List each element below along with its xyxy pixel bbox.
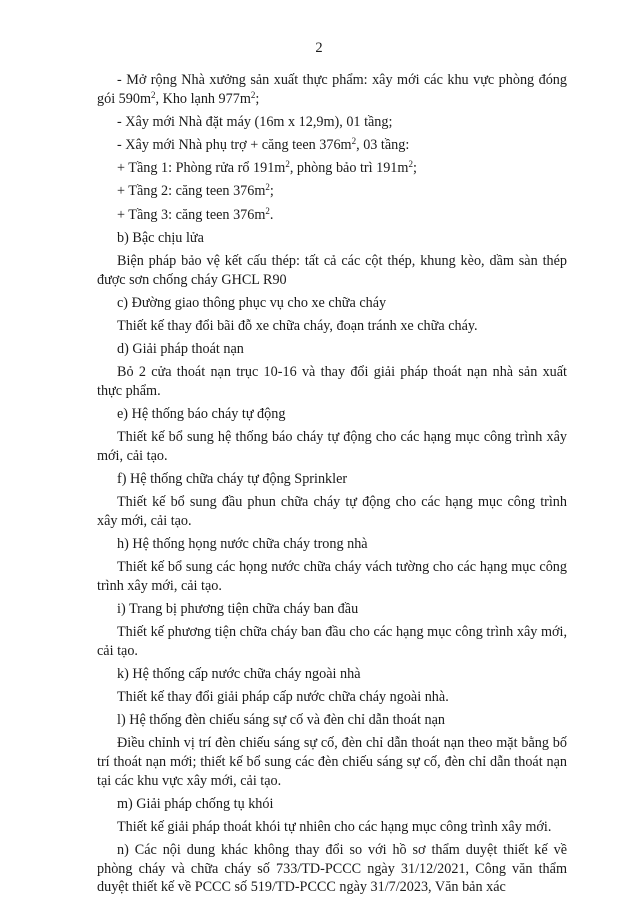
- text-run: n) Các nội dung khác không thay đổi so với hồ sơ thẩm duyệt thiết kế về phòng cháy và chữa cháy số 733/TD-PCCC ngày 31/12/2021, Công văn thẩm duyệt thiết kế về PCCC số 519/TD-PCCC ngày 31/7/2023, Văn bản xác: [97, 842, 567, 896]
- paragraph-initial-equipment: [97, 623, 567, 660]
- text-run: h) Hệ thống họng nước chữa cháy trong nhà: [117, 535, 368, 552]
- text-run: - Mở rộng Nhà xưởng sản xuất thực phẩm: xây mới các khu vực phòng đóng gói 590m: [97, 72, 567, 107]
- paragraph-other-content: [97, 841, 567, 897]
- paragraph-machine-house: [97, 113, 567, 132]
- paragraph-floor-1: [97, 159, 567, 178]
- text-run: d) Giải pháp thoát nạn: [117, 341, 244, 358]
- superscript: 2: [285, 159, 290, 170]
- paragraph-expand-factory: [97, 71, 567, 108]
- text-run: l) Hệ thống đèn chiếu sáng sự cố và đèn chỉ dẫn thoát nạn: [117, 712, 445, 729]
- text-run: , phòng bảo trì 191m: [289, 160, 409, 177]
- text-run: Điều chỉnh vị trí đèn chiếu sáng sự cố, đèn chỉ dẫn thoát nạn theo mặt bằng bố trí thoát nạn mới; thiết kế bổ sung các đèn chiếu sáng sự cố, đèn chỉ dẫn thoát nạn tại các khu vực xây mới, cải tạo.: [97, 735, 567, 789]
- text-run: + Tầng 3: căng teen 376m: [117, 206, 266, 223]
- text-run: Thiết kế bổ sung các họng nước chữa cháy vách tường cho các hạng mục công trình xây mới, cải tạo.: [97, 559, 567, 594]
- text-run: b) Bậc chịu lửa: [117, 229, 204, 246]
- paragraph-fire-truck-parking: [97, 317, 567, 336]
- paragraph-heading-b: [97, 229, 567, 248]
- paragraph-heading-l: [97, 711, 567, 730]
- superscript: 2: [408, 159, 413, 170]
- paragraph-escape-doors: [97, 363, 567, 400]
- paragraph-heading-e: [97, 405, 567, 424]
- paragraph-heading-f: [97, 470, 567, 489]
- text-run: Thiết kế phương tiện chữa cháy ban đầu cho các hạng mục công trình xây mới, cải tạo.: [97, 624, 567, 659]
- text-run: c) Đường giao thông phục vụ cho xe chữa cháy: [117, 294, 387, 311]
- superscript: 2: [151, 89, 156, 100]
- text-run: + Tầng 1: Phòng rửa rổ 191m: [117, 160, 286, 177]
- text-run: ;: [255, 90, 260, 107]
- text-run: f) Hệ thống chữa cháy tự động Sprinkler: [117, 471, 348, 487]
- superscript: 2: [351, 135, 357, 146]
- paragraph-emergency-lights: [97, 734, 567, 790]
- text-run: e) Hệ thống báo cháy tự động: [117, 406, 286, 423]
- paragraph-steel-protection: [97, 252, 567, 289]
- paragraph-floor-3: [97, 206, 567, 225]
- text-run: Thiết kế giải pháp thoát khói tự nhiên cho các hạng mục công trình xây mới.: [117, 819, 552, 836]
- text-run: Bỏ 2 cửa thoát nạn trục 10-16 và thay đổi giải pháp thoát nạn nhà sản xuất thực phẩm.: [97, 364, 567, 399]
- superscript: 2: [250, 89, 256, 100]
- text-run: Thiết kế thay đổi giải pháp cấp nước chữa cháy ngoài nhà.: [117, 689, 449, 706]
- paragraph-heading-m: [97, 795, 567, 814]
- text-run: + Tầng 2: căng teen 376m: [117, 183, 266, 200]
- text-run: i) Trang bị phương tiện chữa cháy ban đầu: [117, 600, 359, 617]
- paragraph-heading-d: [97, 340, 567, 359]
- text-run: - Xây mới Nhà phụ trợ + căng teen 376m: [117, 136, 352, 153]
- paragraph-heading-i: [97, 600, 567, 619]
- page-number: 2: [315, 40, 323, 56]
- text-run: , Kho lạnh 977m: [155, 90, 251, 107]
- text-run: Thiết kế bổ sung đầu phun chữa cháy tự động cho các hạng mục công trình xây mới, cải tạo.: [97, 494, 567, 529]
- text-run: Thiết kế thay đổi bãi đỗ xe chữa cháy, đoạn tránh xe chữa cháy.: [117, 317, 478, 334]
- text-run: k) Hệ thống cấp nước chữa cháy ngoài nhà: [117, 665, 361, 682]
- paragraph-heading-h: [97, 535, 567, 554]
- text-run: Thiết kế bổ sung hệ thống báo cháy tự động cho các hạng mục công trình xây mới, cải tạo.: [97, 429, 567, 464]
- text-run: - Xây mới Nhà đặt máy (16m x 12,9m), 01 tầng;: [117, 113, 393, 130]
- text-run: Biện pháp bảo vệ kết cấu thép: tất cả các cột thép, khung kèo, dầm sàn thép được sơn chống cháy GHCL R90: [97, 252, 567, 288]
- paragraph-heading-c: [97, 294, 567, 313]
- paragraph-hydrant-indoor: [97, 558, 567, 595]
- superscript: 2: [265, 182, 270, 193]
- paragraph-smoke-exhaust: [97, 818, 567, 837]
- document-body: [97, 71, 567, 902]
- paragraph-auxiliary-house: [97, 136, 567, 155]
- text-run: , 03 tầng:: [356, 136, 410, 153]
- text-run: .: [269, 206, 274, 223]
- paragraph-fire-alarm: [97, 428, 567, 465]
- paragraph-outdoor-water: [97, 688, 567, 707]
- superscript: 2: [265, 205, 270, 216]
- paragraph-sprinkler: [97, 493, 567, 530]
- text-run: ;: [412, 160, 417, 177]
- paragraph-heading-k: [97, 665, 567, 684]
- text-run: ;: [269, 183, 274, 200]
- paragraph-floor-2: [97, 182, 567, 201]
- text-run: m) Giải pháp chống tụ khói: [117, 795, 274, 812]
